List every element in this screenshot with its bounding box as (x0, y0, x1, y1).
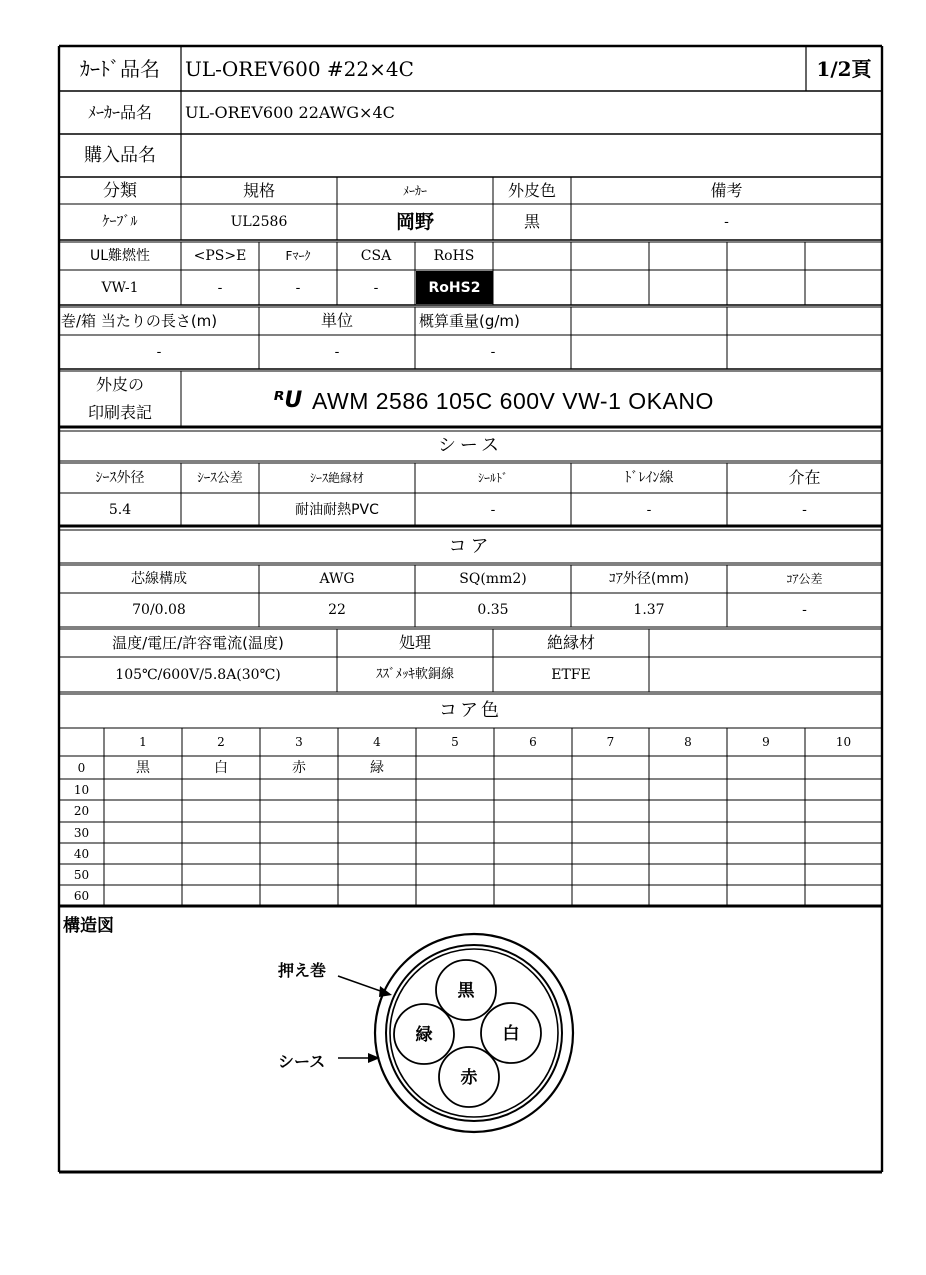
core-color-cell: 緑 (370, 759, 384, 776)
core-value-od: 1.37 (633, 602, 665, 618)
wrap-tape-pointer-line (338, 976, 386, 993)
core-value-awg: 22 (328, 602, 346, 618)
core-header-awg: AWG (319, 571, 355, 587)
sheath-value-insulation: 耐油耐熱PVC (295, 501, 379, 518)
core-color-row-header: 10 (73, 782, 90, 797)
core-black-label: 黒 (457, 981, 475, 1001)
spec-header-remarks: 備考 (710, 181, 743, 200)
sheath-value-shield: - (490, 501, 496, 518)
spec-header-category: 分類 (103, 180, 137, 201)
card-name-value: UL-OREV600 #22×4C (185, 57, 414, 81)
page-number: 1/2頁 (816, 57, 872, 81)
core-value-treatment: ｽｽﾞﾒｯｷ軟銅線 (375, 667, 454, 682)
core-header-od: ｺｱ外径(mm) (608, 571, 690, 587)
sheath-header-shield: ｼｰﾙﾄﾞ (477, 471, 508, 485)
maker-name-value: UL-OREV600 22AWG×4C (185, 102, 395, 122)
print-label-line2: 印刷表記 (87, 403, 152, 422)
spec-value-standard: UL2586 (230, 214, 288, 230)
sheath-value-filler: - (802, 501, 807, 518)
core-color-row-header: 60 (73, 888, 90, 903)
spec-header-maker: ﾒｰｶｰ (402, 184, 427, 198)
core-color-row-header: 40 (73, 846, 90, 861)
cert-value-flame: VW-1 (101, 279, 139, 296)
cert-value-pse: - (217, 279, 223, 296)
core-color-col-header: 3 (295, 735, 303, 749)
wrap-tape-circle-outer (386, 945, 562, 1121)
spec-header-standard: 規格 (242, 181, 275, 200)
core-color-row-header: 0 (77, 760, 86, 775)
core-header-strand: 芯線構成 (131, 571, 187, 587)
core-color-row-header: 30 (73, 825, 90, 840)
maker-name-label: ﾒｰｶｰ品名 (87, 102, 152, 122)
card-name-label: ｶｰﾄﾞ品名 (80, 57, 160, 81)
core-white-label: 白 (502, 1024, 520, 1044)
core-color-col-header: 7 (606, 735, 615, 749)
core-color-col-header: 4 (373, 735, 381, 749)
spec-header-jacket-color: 外皮色 (507, 181, 556, 200)
sheath-header-filler: 介在 (788, 468, 821, 487)
sheath-header-drain: ﾄﾞﾚｲﾝ線 (624, 470, 674, 486)
cert-header-rohs: RoHS (433, 248, 475, 264)
core-header-tolerance: ｺｱ公差 (786, 572, 823, 586)
core-header-sq: SQ(mm2) (459, 571, 527, 587)
core-color-col-header: 2 (217, 735, 225, 749)
length-value-weight: - (490, 344, 496, 360)
cert-header-pse: <PS>E (193, 248, 247, 264)
core-color-cell: 白 (214, 759, 228, 776)
purchase-name-label: 購入品名 (84, 144, 156, 166)
core-value-strand: 70/0.08 (132, 602, 186, 618)
core-section-title: コア (448, 535, 493, 557)
length-header-weight: 概算重量(g/m) (419, 311, 520, 330)
core-color-col-header: 9 (762, 735, 770, 749)
core-green-label: 緑 (415, 1025, 433, 1045)
core-color-col-header: 1 (139, 735, 147, 749)
core-red-label: 赤 (460, 1068, 478, 1088)
core-header-rating: 温度/電圧/許容電流(温度) (112, 633, 284, 652)
core-value-tolerance: - (802, 602, 807, 618)
core-color-col-header: 6 (529, 735, 537, 749)
cert-value-f-mark: - (295, 279, 301, 296)
spec-value-category: ｹｰﾌﾞﾙ (102, 214, 138, 230)
sheath-label: シース (278, 1052, 326, 1071)
spec-value-maker: 岡野 (395, 210, 434, 233)
core-color-col-header: 5 (451, 735, 459, 749)
spec-value-remarks: - (724, 214, 729, 230)
length-header-unit: 単位 (320, 311, 353, 330)
sheath-header-od: ｼｰｽ外径 (95, 470, 145, 486)
core-color-col-header: 10 (835, 735, 852, 749)
sheath-value-drain: - (646, 501, 652, 518)
core-header-insulation: 絶縁材 (546, 633, 595, 652)
structure-title: 構造図 (63, 915, 114, 936)
rohs-badge: RoHS2 (416, 271, 493, 304)
core-value-sq: 0.35 (477, 602, 509, 618)
cert-header-csa: CSA (360, 248, 392, 264)
core-value-rating: 105℃/600V/5.8A(30℃) (115, 666, 281, 683)
core-value-insulation: ETFE (551, 666, 591, 683)
print-marking-text: AWM 2586 105C 600V VW-1 OKANO (312, 387, 714, 414)
cert-header-f-mark: Fﾏｰｸ (285, 249, 311, 263)
core-header-treatment: 処理 (398, 633, 431, 652)
length-value-per-reel: - (156, 344, 162, 360)
print-label-line1: 外皮の (95, 375, 144, 394)
sheath-header-tolerance: ｼｰｽ公差 (197, 470, 243, 486)
sheath-value-od: 5.4 (108, 501, 132, 518)
core-color-col-header: 8 (684, 735, 692, 749)
sheath-section-title: シース (437, 435, 504, 456)
core-color-cell: 赤 (292, 759, 306, 776)
spec-value-jacket-color: 黒 (523, 212, 540, 231)
core-color-row-header: 20 (73, 804, 90, 818)
length-value-unit: - (334, 344, 340, 360)
wrap-tape-label: 押え巻 (278, 961, 327, 980)
sheath-header-insulation: ｼｰｽ絶縁材 (309, 471, 364, 485)
outer-sheath-circle (375, 934, 573, 1132)
ul-recognized-mark-icon: ᴿU (273, 388, 303, 413)
core-color-section-title: コア色 (439, 700, 502, 721)
cert-value-csa: - (373, 279, 379, 296)
cert-header-flame: UL難燃性 (89, 248, 151, 264)
length-header-per-reel: 巻/箱 当たりの長さ(m) (61, 311, 218, 330)
core-color-row-header: 50 (73, 867, 90, 882)
core-color-cell: 黒 (136, 759, 150, 776)
